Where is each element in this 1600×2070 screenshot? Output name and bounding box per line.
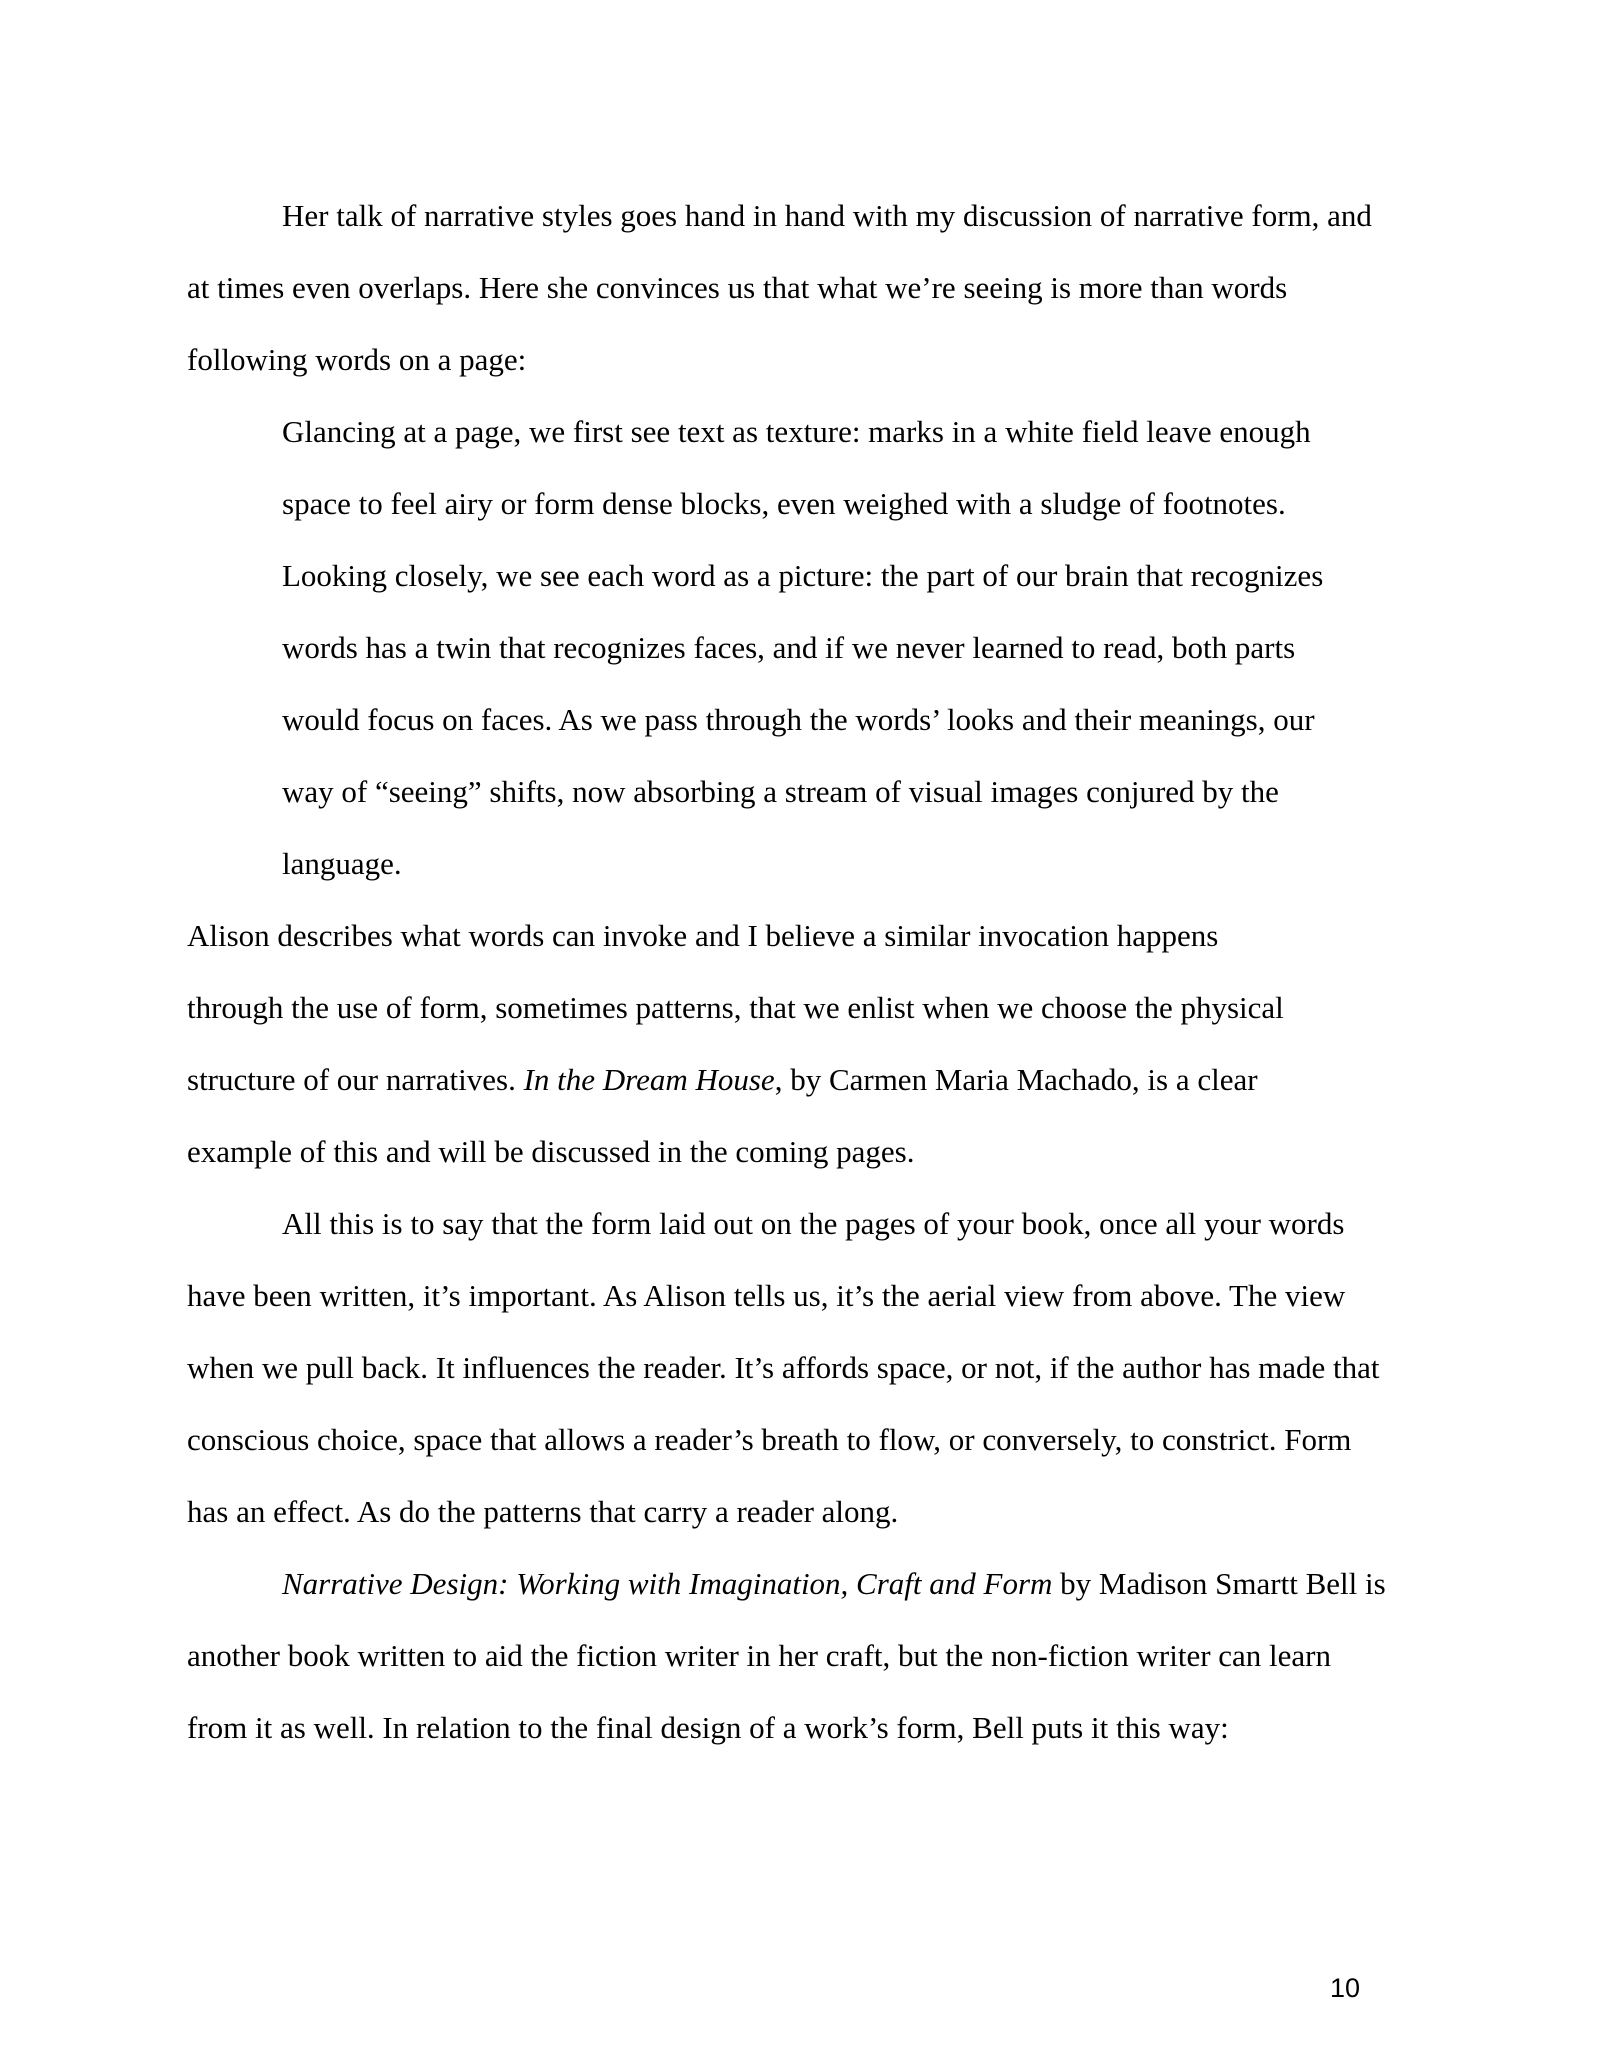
quote-line: words has a twin that recognizes faces, and if we never learned to read, both parts xyxy=(282,630,1296,665)
quote-line: Looking closely, we see each word as a picture: the part of our brain that recognizes xyxy=(282,558,1324,593)
text-line: at times even overlaps. Here she convinces us that what we’re seeing is more than words xyxy=(187,270,1288,305)
text-line: has an effect. As do the patterns that carry a reader along. xyxy=(187,1494,899,1529)
quote-line: Glancing at a page, we first see text as texture: marks in a white field leave enough xyxy=(282,414,1311,449)
quote-line: space to feel airy or form dense blocks, even weighed with a sludge of footnotes. xyxy=(282,486,1286,521)
text-line: when we pull back. It influences the reader. It’s affords space, or not, if the author has made that xyxy=(187,1350,1380,1385)
text-line: Alison describes what words can invoke and I believe a similar invocation happens xyxy=(187,918,1219,953)
quote-line: would focus on faces. As we pass through the words’ looks and their meanings, our xyxy=(282,702,1315,737)
text-line: through the use of form, sometimes patterns, that we enlist when we choose the physical xyxy=(187,990,1284,1025)
text-line: conscious choice, space that allows a reader’s breath to flow, or conversely, to constrict. Form xyxy=(187,1422,1352,1457)
text-line: from it as well. In relation to the final design of a work’s form, Bell puts it this way: xyxy=(187,1710,1229,1745)
paragraph-narrative-design xyxy=(187,1548,1417,1764)
book-title-dream-house: In the Dream House xyxy=(523,1062,775,1097)
quote-line: way of “seeing” shifts, now absorbing a stream of visual images conjured by the xyxy=(282,774,1279,809)
text-line: following words on a page: xyxy=(187,342,527,377)
text-line-part: by Madison Smartt Bell is xyxy=(1052,1566,1386,1601)
book-title-narrative-design: Narrative Design: Working with Imagination, Craft and Form xyxy=(282,1566,1053,1601)
text-line: All this is to say that the form laid out on the pages of your book, once all your words xyxy=(282,1206,1345,1241)
text-line: Her talk of narrative styles goes hand in hand with my discussion of narrative form, and xyxy=(282,198,1372,233)
quote-line: language. xyxy=(282,846,402,881)
paragraph-form-laid-out xyxy=(187,1188,1417,1548)
document-body xyxy=(187,180,1417,1764)
text-line-part: structure of our narratives. xyxy=(187,1062,524,1097)
text-line: example of this and will be discussed in the coming pages. xyxy=(187,1134,915,1169)
paragraph-alison-describes xyxy=(187,900,1417,1188)
block-quote xyxy=(282,396,1412,900)
text-line: another book written to aid the fiction writer in her craft, but the non-fiction writer can learn xyxy=(187,1638,1332,1673)
paragraph-narrative-styles xyxy=(187,180,1417,396)
page-number: 10 xyxy=(1329,1973,1360,2003)
text-line: have been written, it’s important. As Alison tells us, it’s the aerial view from above. The view xyxy=(187,1278,1346,1313)
text-line-part: , by Carmen Maria Machado, is a clear xyxy=(774,1062,1258,1097)
